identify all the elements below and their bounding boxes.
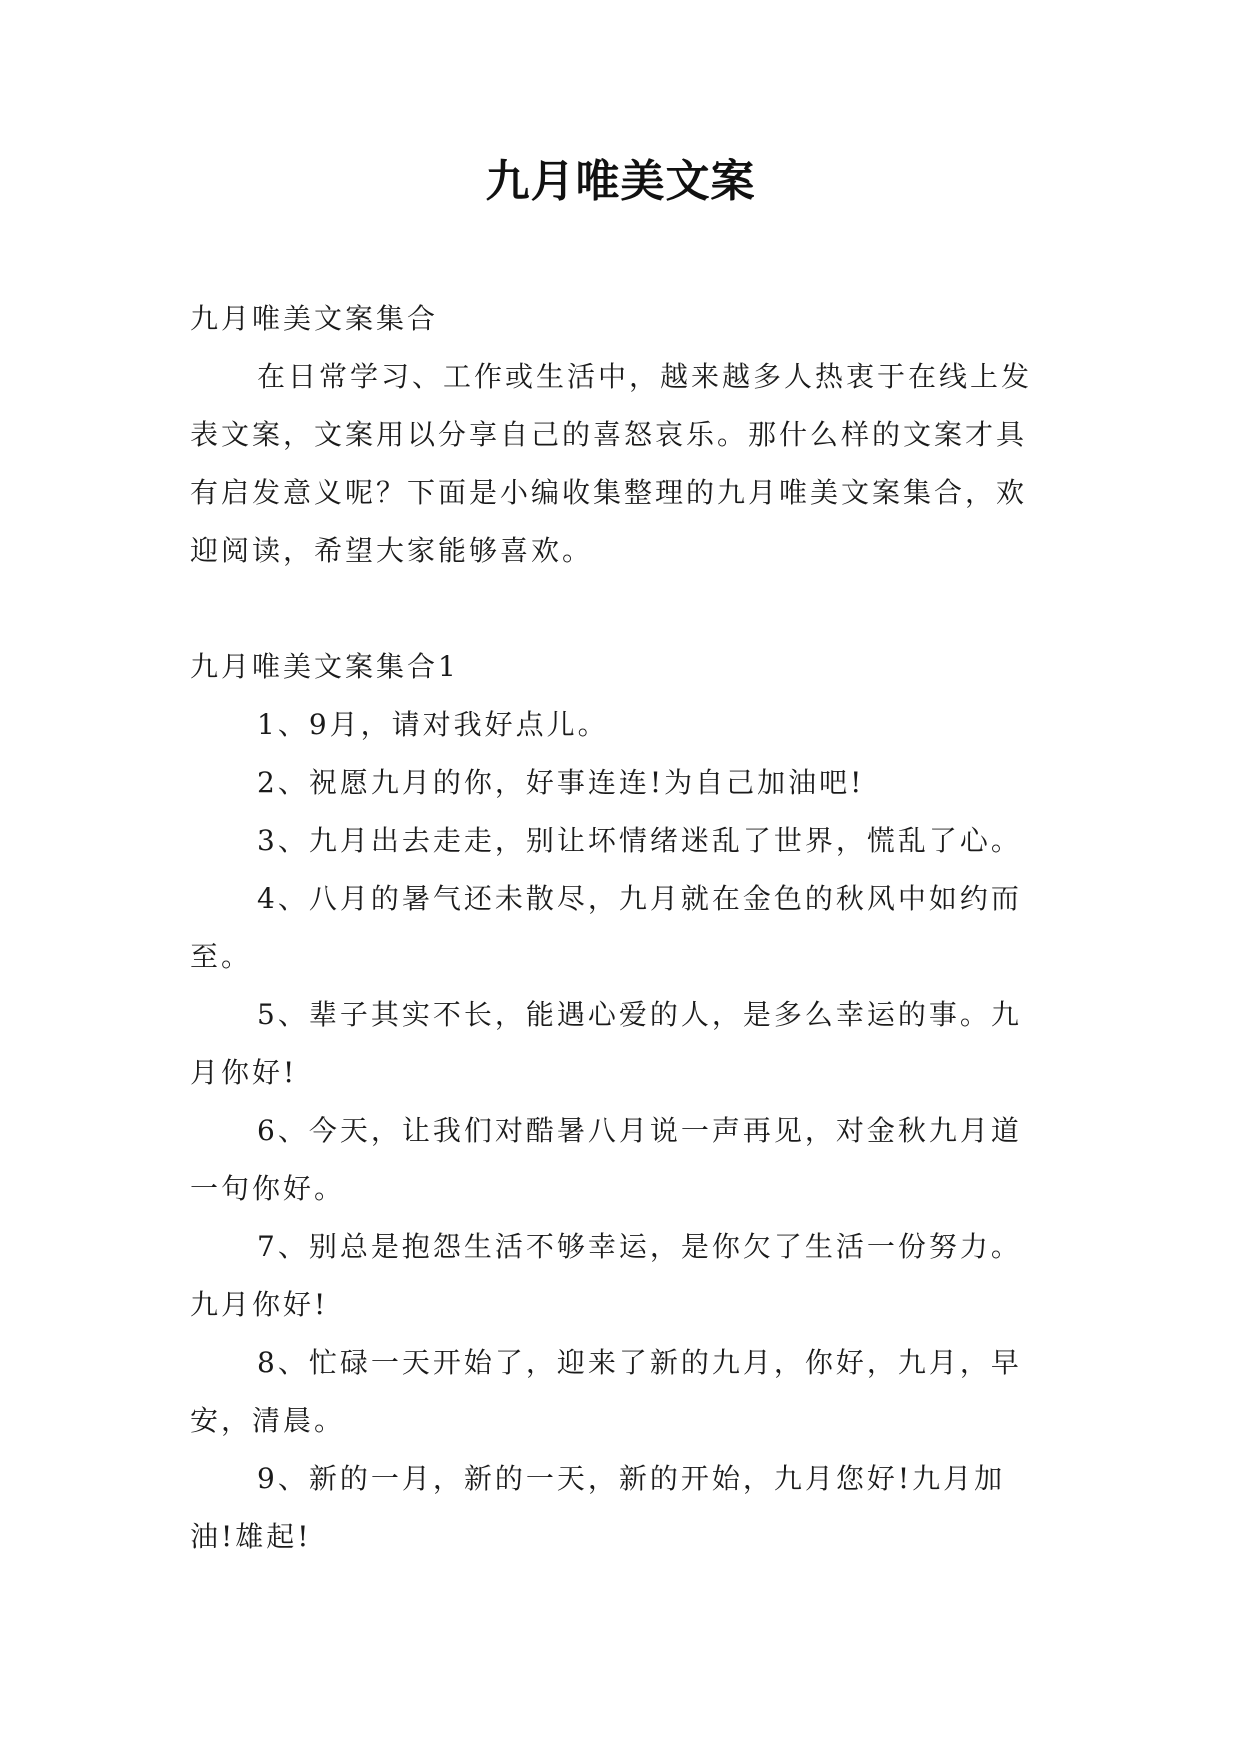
list-item: 6、今天，让我们对酷暑八月说一声再见，对金秋九月道一句你好。 [190,1114,1022,1205]
intro-paragraph: 在日常学习、工作或生活中，越来越多人热衷于在线上发表文案，文案用以分享自己的喜怒哀乐。那什么样的文案才具有启发意义呢？下面是小编收集整理的九月唯美文案集合，欢迎阅读，希望大家能够喜欢。 [190,360,1033,567]
list-item: 8、忙碌一天开始了，迎来了新的九月，你好，九月，早安，清晨。 [190,1346,1022,1437]
list-item: 1、9月，请对我好点儿。 [257,708,609,741]
list-item: 5、辈子其实不长，能遇心爱的人，是多么幸运的事。九月你好! [190,998,1022,1089]
paragraph-spacer [190,580,1050,638]
list-item: 2、祝愿九月的你，好事连连!为自己加油吧! [257,766,865,799]
section-heading: 九月唯美文案集合 [190,302,439,335]
document-body [190,290,1050,1566]
list-item: 9、新的一月，新的一天，新的开始，九月您好!九月加油!雄起! [190,1462,1006,1553]
document-title: 九月唯美文案 [485,156,756,207]
list-item: 7、别总是抱怨生活不够幸运，是你欠了生活一份努力。九月你好! [190,1230,1022,1321]
list-item: 4、八月的暑气还未散尽，九月就在金色的秋风中如约而至。 [190,882,1022,973]
list-item: 3、九月出去走走，别让坏情绪迷乱了世界，慌乱了心。 [257,824,1022,857]
collection-heading: 九月唯美文案集合1 [190,650,459,683]
